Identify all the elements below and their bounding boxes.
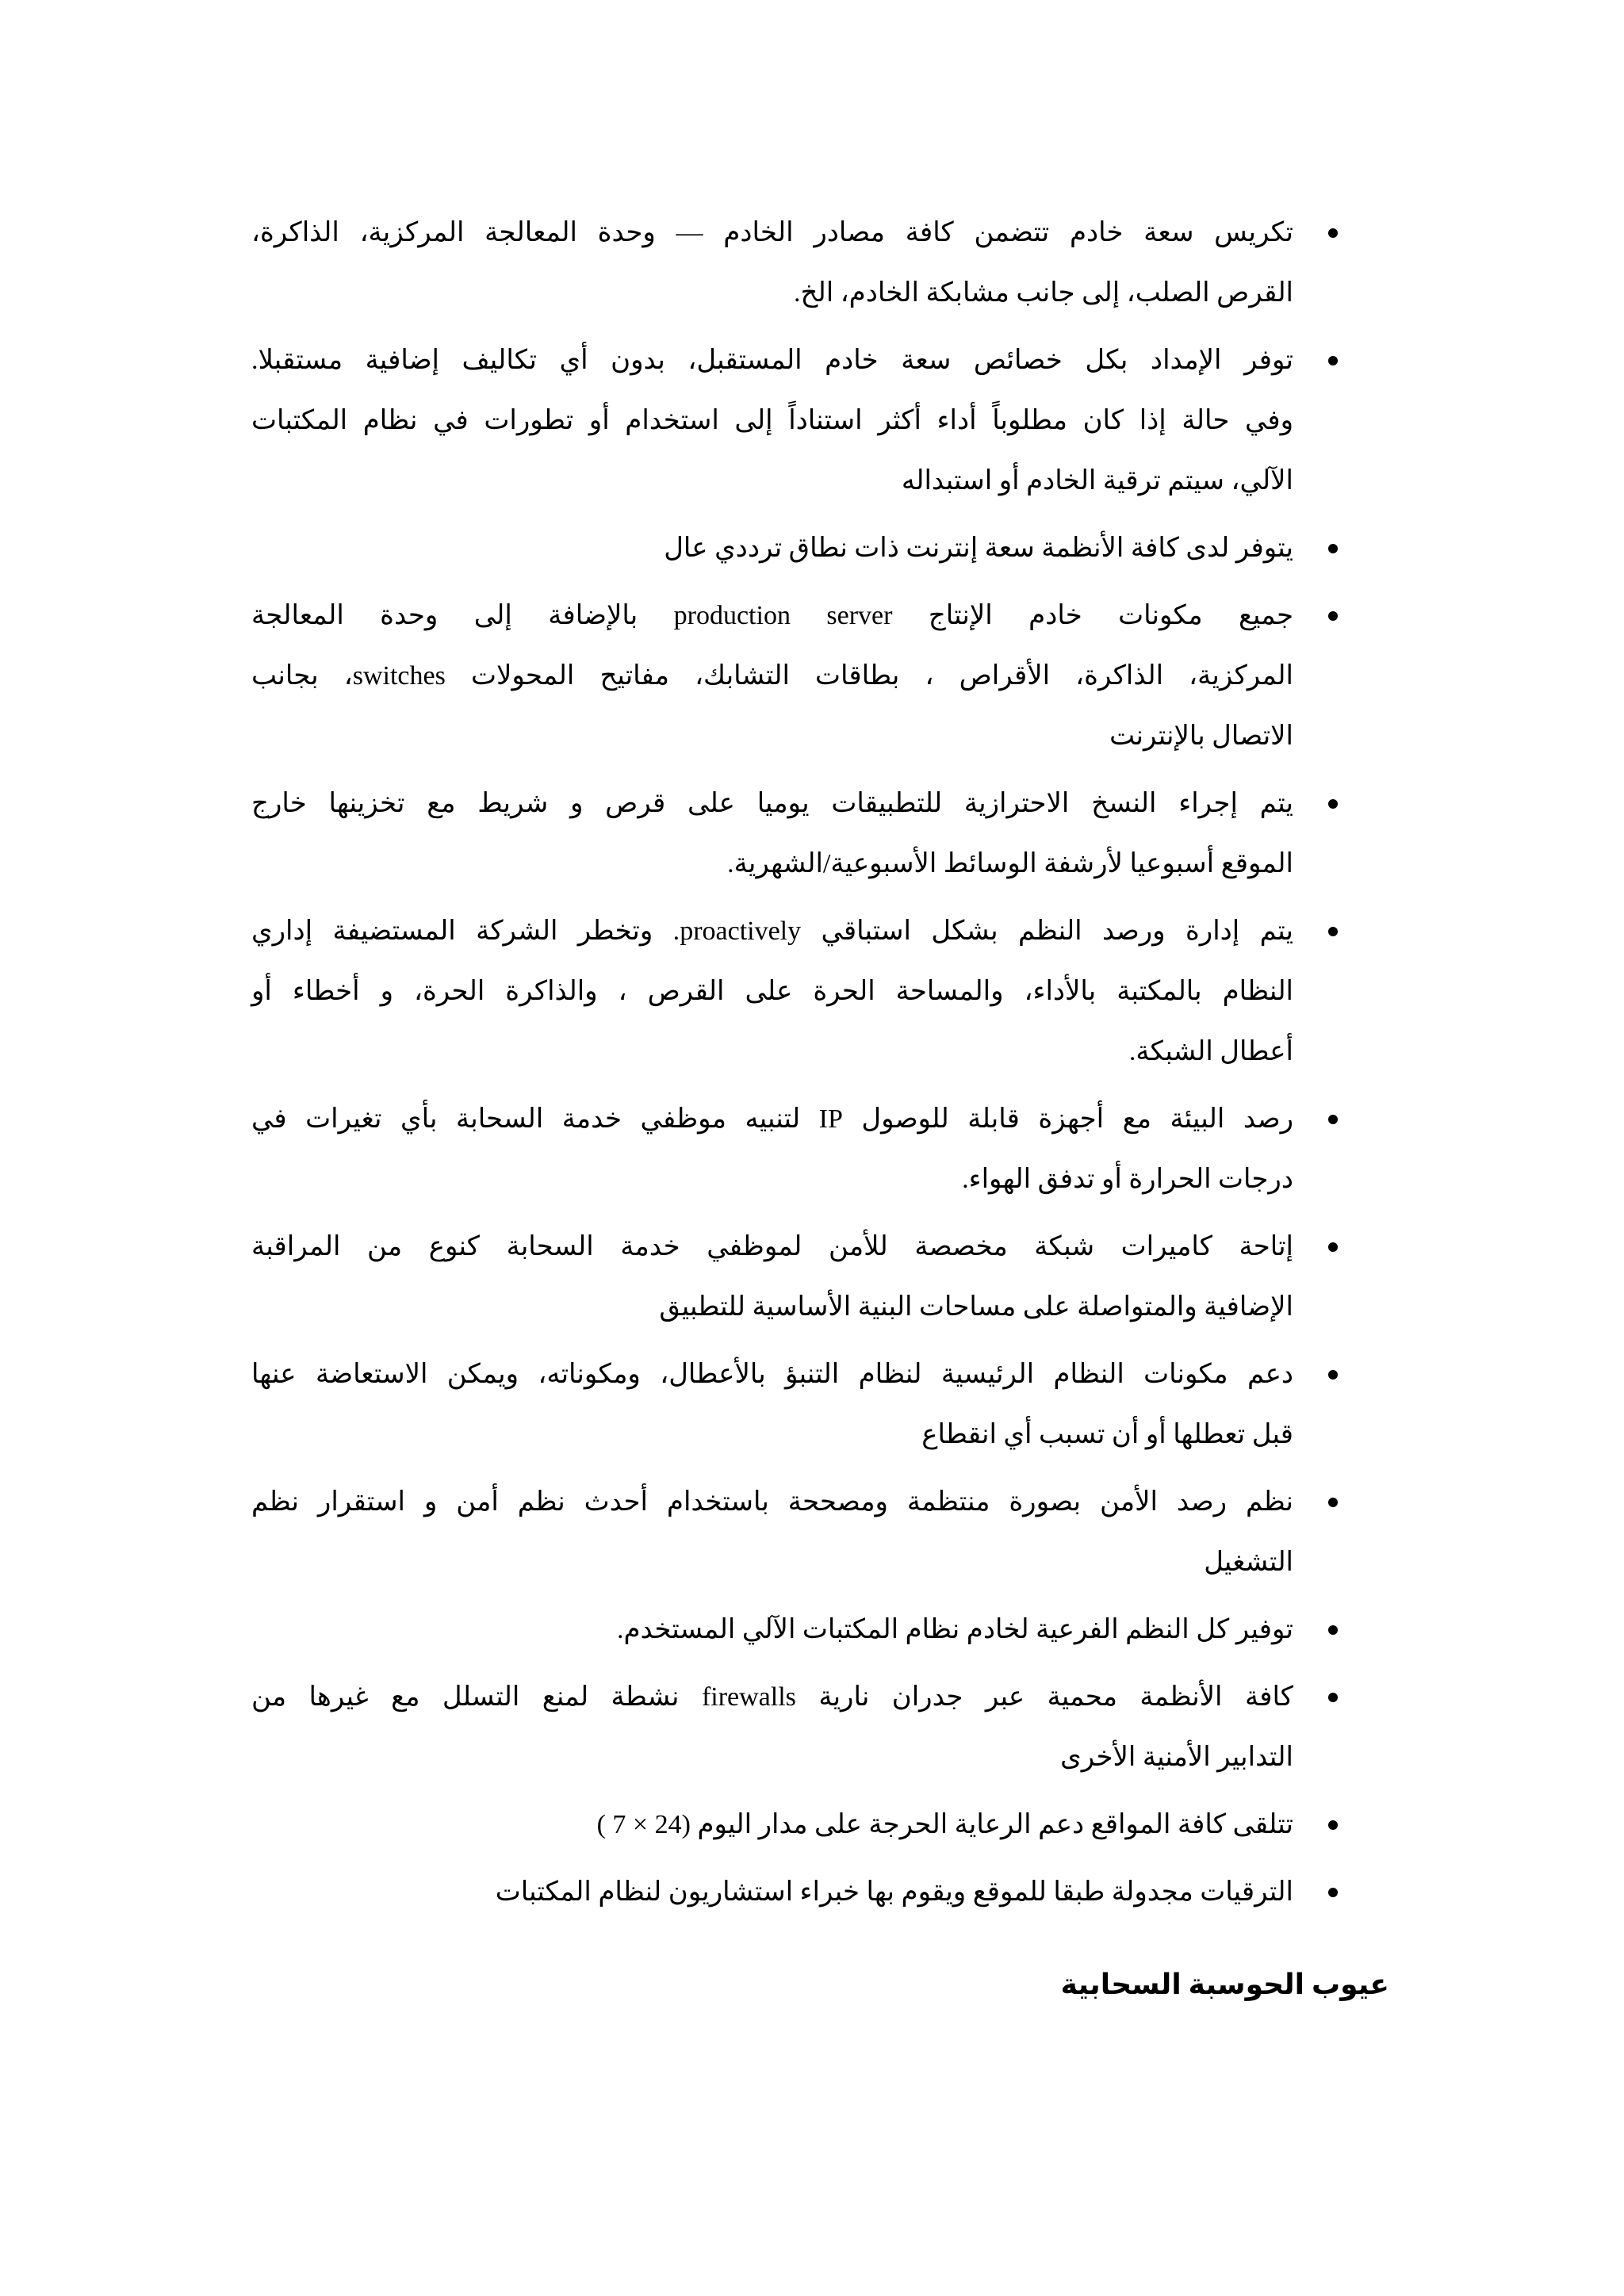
bullet-icon: [1328, 1370, 1338, 1380]
list-item-text: [251, 1862, 1293, 1923]
bullet-icon: [1328, 1625, 1338, 1635]
list-item-line: توفير كل النظم الفرعية لخادم نظام المكتبات الآلي المستخدم.: [616, 1615, 1293, 1644]
bullet-list: [251, 203, 1389, 1923]
bullet-icon: [1328, 544, 1338, 553]
list-item-line: الترقيات مجدولة طبقا للموقع ويقوم بها خبراء استشاريون لنظام المكتبات: [495, 1877, 1293, 1907]
list-item: [251, 586, 1389, 767]
list-item-text: [251, 1345, 1293, 1465]
bullet-icon: [1328, 356, 1338, 365]
list-item-line: قبل تعطلها أو أن تسبب أي انقطاع: [921, 1420, 1293, 1449]
list-item-text: [251, 774, 1293, 894]
bullet-icon: [1328, 1693, 1338, 1702]
list-item-line: أعطال الشبكة.: [1128, 1037, 1293, 1066]
bullet-icon: [1328, 1498, 1338, 1507]
list-item-line: النظام بالمكتبة بالأداء، والمساحة الحرة على القرص ، والذاكرة الحرة، و أخطاء أو: [251, 977, 1293, 1006]
list-item-line: درجات الحرارة أو تدفق الهواء.: [962, 1165, 1293, 1194]
list-item-text: [251, 901, 1293, 1082]
list-item-line: وفي حالة إذا كان مطلوباً أداء أكثر استناداً إلى استخدام أو تطورات في نظام المكتبات: [251, 406, 1293, 435]
list-item-line: يتم إدارة ورصد النظم بشكل استباقي proactively. وتخطر الشركة المستضيفة إداري: [251, 916, 1293, 946]
bullet-icon: [1328, 1115, 1338, 1124]
list-item: [251, 1217, 1389, 1337]
list-item-text: [251, 586, 1293, 767]
list-item-line: الاتصال بالإنترنت: [1109, 721, 1293, 751]
list-item: [251, 1600, 1389, 1660]
list-item: [251, 1667, 1389, 1788]
section-heading: عيوب الحوسبة السحابية: [1060, 1969, 1389, 2000]
list-item-line: تتلقى كافة المواقع دعم الرعاية الحرجة على مدار اليوم (24 × 7 ): [596, 1810, 1293, 1839]
list-item: [251, 1089, 1389, 1210]
bullet-icon: [1328, 927, 1338, 936]
bullet-icon: [1328, 228, 1338, 238]
list-item: [251, 901, 1389, 1082]
list-item-line: الموقع أسبوعيا لأرشفة الوسائط الأسبوعية/الشهرية.: [727, 849, 1293, 878]
list-item-line: القرص الصلب، إلى جانب مشابكة الخادم، الخ.: [793, 278, 1293, 308]
bullet-icon: [1328, 1888, 1338, 1897]
list-item: [251, 203, 1389, 323]
list-item-text: [251, 519, 1293, 579]
list-item-line: جميع مكونات خادم الإنتاج production server بالإضافة إلى وحدة المعالجة: [251, 601, 1293, 630]
list-item: [251, 774, 1389, 894]
list-item-text: [251, 1667, 1293, 1788]
document-body: [251, 203, 1389, 2016]
bullet-icon: [1328, 799, 1338, 809]
list-item: [251, 331, 1389, 511]
list-item-line: نظم رصد الأمن بصورة منتظمة ومصححة باستخدام أحدث نظم أمن و استقرار نظم: [251, 1487, 1293, 1517]
list-item: [251, 1795, 1389, 1855]
list-item-line: الآلي، سيتم ترقية الخادم أو استبداله: [901, 466, 1293, 496]
bullet-icon: [1328, 1242, 1338, 1252]
list-item-text: [251, 1600, 1293, 1660]
list-item-text: [251, 1472, 1293, 1593]
list-item-line: تكريس سعة خادم تتضمن كافة مصادر الخادم — وحدة المعالجة المركزية، الذاكرة،: [251, 218, 1293, 247]
list-item-text: [251, 203, 1293, 323]
list-item-line: التشغيل: [1204, 1548, 1293, 1577]
list-item-text: [251, 1795, 1293, 1855]
list-item-text: [251, 331, 1293, 511]
list-item-line: التدابير الأمنية الأخرى: [1060, 1743, 1293, 1772]
list-item: [251, 519, 1389, 579]
bullet-icon: [1328, 1820, 1338, 1830]
list-item: [251, 1472, 1389, 1593]
list-item: [251, 1345, 1389, 1465]
list-item-text: [251, 1217, 1293, 1337]
list-item-line: يتوفر لدى كافة الأنظمة سعة إنترنت ذات نطاق ترددي عال: [664, 534, 1293, 563]
list-item-line: يتم إجراء النسخ الاحترازية للتطبيقات يوميا على قرص و شريط مع تخزينها خارج: [251, 789, 1293, 818]
list-item-line: كافة الأنظمة محمية عبر جدران نارية firewalls نشطة لمنع التسلل مع غيرها من: [251, 1682, 1293, 1712]
list-item-line: توفر الإمداد بكل خصائص سعة خادم المستقبل، بدون أي تكاليف إضافية مستقبلا.: [251, 346, 1293, 375]
list-item-line: الإضافية والمتواصلة على مساحات البنية الأساسية للتطبيق: [659, 1292, 1293, 1322]
bullet-icon: [1328, 611, 1338, 621]
list-item: [251, 1862, 1389, 1923]
list-item-line: دعم مكونات النظام الرئيسية لنظام التنبؤ بالأعطال، ومكوناته، ويمكن الاستعاضة عنها: [251, 1360, 1293, 1389]
list-item-line: إتاحة كاميرات شبكة مخصصة للأمن لموظفي خدمة السحابة كنوع من المراقبة: [251, 1232, 1293, 1261]
list-item-text: [251, 1089, 1293, 1210]
list-item-line: رصد البيئة مع أجهزة قابلة للوصول IP لتنبيه موظفي خدمة السحابة بأي تغيرات في: [251, 1104, 1293, 1134]
list-item-line: المركزية، الذاكرة، الأقراص ، بطاقات التشابك، مفاتيح المحولات switches، بجانب: [251, 661, 1293, 691]
